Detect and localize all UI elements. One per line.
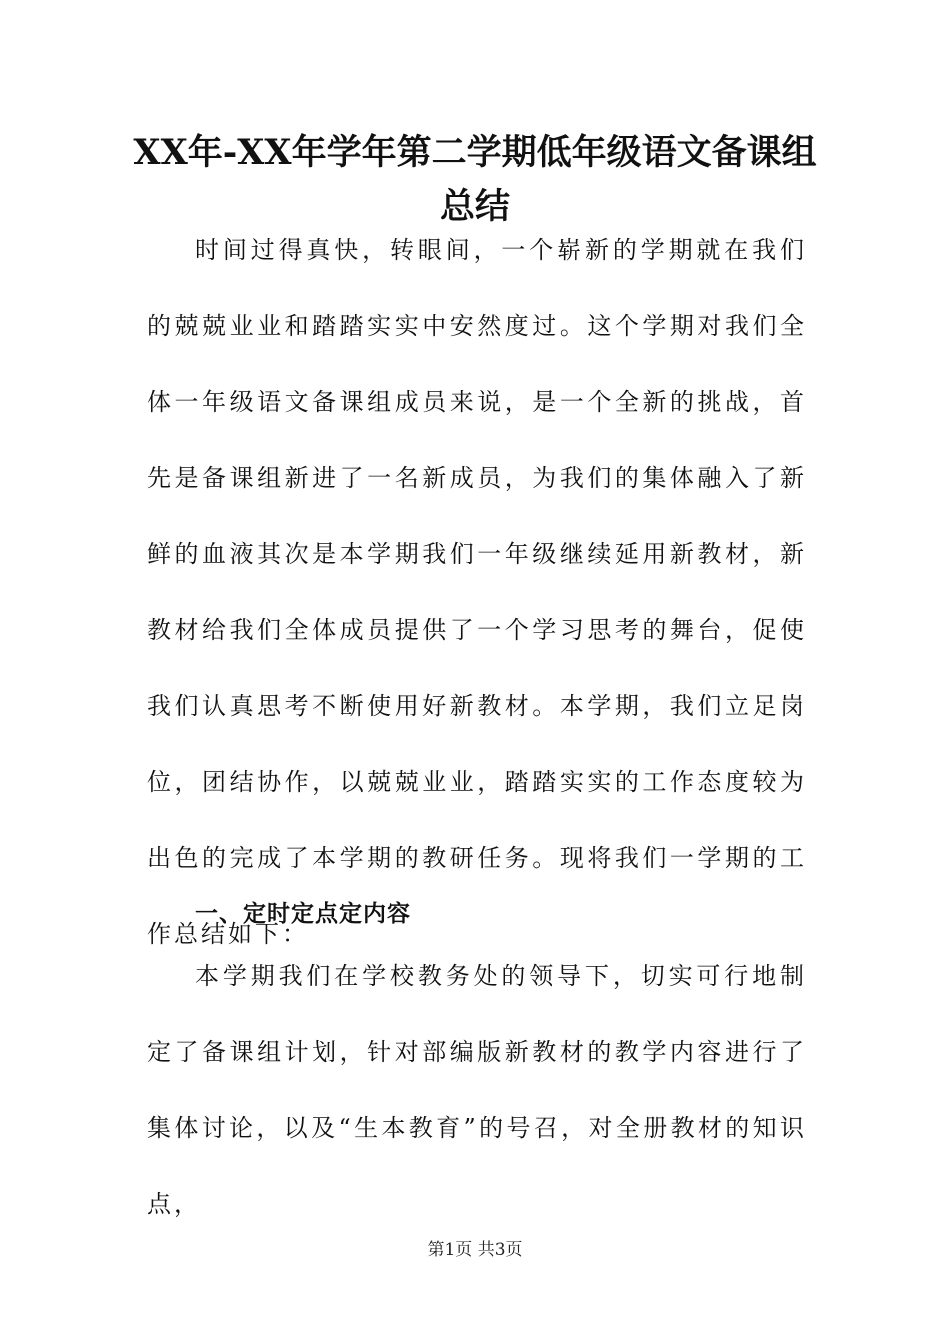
page-footer: 第1页 共3页	[427, 1240, 523, 1260]
section-heading: 一、定时定点定内容	[195, 901, 411, 927]
section-paragraph: 本学期我们在学校教务处的领导下，切实可行地制定了备课组计划，针对部编版新教材的教学内容进行了集体讨论，以及“生本教育”的号召，对全册教材的知识点，	[147, 962, 807, 1218]
document-title: XX年-XX年学年第二学期低年级语文备课组总结	[133, 132, 817, 227]
intro-paragraph: 时间过得真快，转眼间，一个崭新的学期就在我们的兢兢业业和踏踏实实中安然度过。这个学期对我们全体一年级语文备课组成员来说，是一个全新的挑战，首先是备课组新进了一名新成员，为我们的集体融入了新鲜的血液其次是本学期我们一年级继续延用新教材，新教材给我们全体成员提供了一个学习思考的舞台，促使我们认真思考不断使用好新教材。本学期，我们立足岗位，团结协作，以兢兢业业，踏踏实实的工作态度较为出色的完成了本学期的教研任务。现将我们一学期的工作总结如下：	[147, 236, 807, 948]
